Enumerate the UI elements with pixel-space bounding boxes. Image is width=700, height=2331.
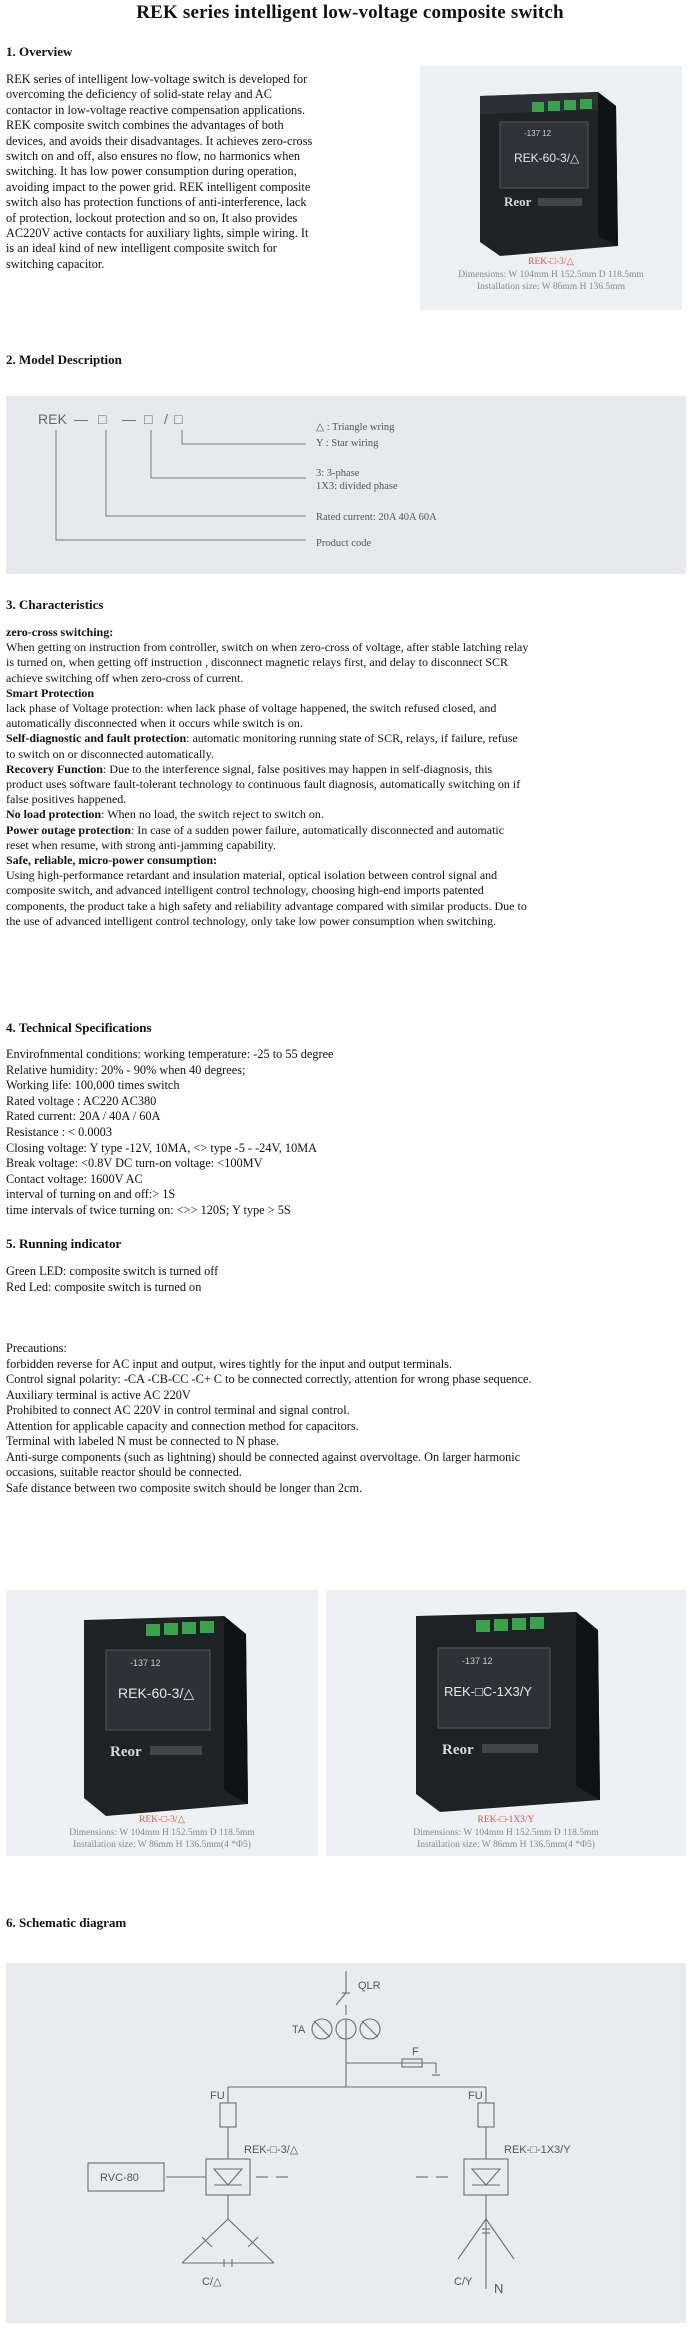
precautions-text bbox=[6, 1341, 696, 1496]
text-line: switching. It has low power consumption during operation, bbox=[6, 164, 297, 179]
text-line: REK series of intelligent low-voltage switch is developed for bbox=[6, 72, 308, 86]
characteristic-text: components, the product take a high safety and reliability advantage compared with similar products. Due to bbox=[6, 898, 527, 913]
characteristics-line bbox=[6, 853, 696, 868]
characteristic-text: to switch on or disconnected automatically. bbox=[6, 746, 214, 761]
text-line: REK composite switch combines the advantages of both bbox=[6, 118, 284, 133]
characteristics-line bbox=[6, 792, 696, 807]
text-line: interval of turning on and off:> 1S bbox=[6, 1187, 176, 1202]
characteristics-line bbox=[6, 899, 696, 914]
label-neutral: N bbox=[494, 2281, 504, 2296]
characteristic-text: reset when resume, with strong anti-jamming capability. bbox=[6, 837, 276, 852]
characteristics-line bbox=[6, 762, 696, 777]
product-1-model: REK-□-3/△ bbox=[139, 1815, 185, 1825]
text-line: Resistance : < 0.0003 bbox=[6, 1124, 112, 1139]
schematic-diagram bbox=[6, 1963, 686, 2323]
model-code-dash2: — bbox=[122, 411, 136, 427]
text-line: Attention for applicable capacity and connection method for capacitors. bbox=[6, 1418, 359, 1433]
overview-caption bbox=[420, 256, 682, 293]
text-line: switching capacitor. bbox=[6, 256, 105, 271]
label-f: F bbox=[412, 2046, 419, 2058]
label-fu-left: FU bbox=[210, 2090, 225, 2102]
svg-text:-137 12: -137 12 bbox=[462, 1656, 493, 1666]
text-line: switch also has protection functions of anti-interference, lack bbox=[6, 195, 307, 210]
characteristic-heading: Smart Protection bbox=[6, 685, 95, 700]
model-triangle-label: △ : Triangle wring bbox=[316, 422, 395, 433]
characteristic-text: automatically disconnected when it occurs while switch is on. bbox=[6, 716, 303, 731]
characteristic-heading: Self-diagnostic and fault protection bbox=[6, 731, 187, 746]
characteristics-line bbox=[6, 671, 696, 686]
product-2-caption bbox=[326, 1814, 686, 1851]
characteristics-line bbox=[6, 731, 696, 746]
characteristics-line bbox=[6, 655, 696, 670]
characteristic-text: is turned on, when getting off instruction , disconnect magnetic relays first, and delay to disconnect SCR bbox=[6, 655, 509, 670]
text-line: Green LED: composite switch is turned off bbox=[6, 1264, 219, 1278]
svg-text:-137 12: -137 12 bbox=[524, 129, 552, 138]
product-2-model: REK-□-1X3/Y bbox=[477, 1815, 535, 1825]
text-line: forbidden reverse for AC input and output, wires tightly for the input and output terminals. bbox=[6, 1356, 453, 1371]
indicator-text bbox=[6, 1264, 696, 1295]
model-code-rek: REK bbox=[38, 411, 67, 427]
text-line: Anti-surge components (such as lightning) should be connected against overvoltage. On larger harmonic bbox=[6, 1449, 521, 1464]
characteristics-line bbox=[6, 823, 696, 838]
caption-installation: Installation size: W 86mm H 136.5mm bbox=[477, 282, 625, 292]
characteristic-heading: No load protection bbox=[6, 807, 102, 822]
model-phase1-label: 3: 3-phase bbox=[316, 468, 360, 479]
section-heading-tech: 4. Technical Specifications bbox=[6, 1020, 152, 1035]
section-heading-overview: 1. Overview bbox=[6, 44, 73, 59]
model-star-label: Y : Star wiring bbox=[316, 438, 379, 449]
label-fu-right: FU bbox=[468, 2090, 483, 2102]
model-code-box1: □ bbox=[98, 411, 107, 427]
section-heading-characteristics: 3. Characteristics bbox=[6, 597, 104, 612]
characteristic-text: product uses software fault-tolerant technology to continuous fault diagnosis, automatically switching on if bbox=[6, 777, 521, 792]
model-code-box2: □ bbox=[144, 411, 153, 427]
product-1-caption bbox=[6, 1814, 318, 1851]
characteristics-line bbox=[6, 640, 696, 655]
characteristics-text bbox=[6, 625, 696, 929]
characteristic-text: : When no load, the switch reject to switch on. bbox=[101, 807, 324, 822]
characteristics-line bbox=[6, 838, 696, 853]
overview-text bbox=[6, 72, 416, 272]
text-line: Auxiliary terminal is active AC 220V bbox=[6, 1387, 191, 1402]
svg-text:-137 12: -137 12 bbox=[130, 1658, 161, 1668]
characteristics-line bbox=[6, 701, 696, 716]
text-line: overcoming the deficiency of solid-state relay and AC bbox=[6, 87, 273, 102]
characteristics-line bbox=[6, 625, 696, 640]
product-2-brand: Reor bbox=[442, 1742, 474, 1758]
characteristics-line bbox=[6, 716, 696, 731]
characteristics-line bbox=[6, 807, 696, 822]
label-rek-right: REK-□-1X3/Y bbox=[504, 2144, 571, 2156]
model-code-dash1: — bbox=[74, 411, 88, 427]
product-1-dimensions: Dimensions: W 104mm H 152.5mm D 118.5mm bbox=[69, 1828, 255, 1838]
caption-dimensions: Dimensions: W 104mm H 152.5mm D 118.5mm bbox=[458, 270, 644, 280]
characteristic-heading: zero-cross switching: bbox=[6, 625, 114, 639]
characteristic-text: Using high-performance retardant and insulation material, optical isolation between control signal and bbox=[6, 868, 498, 883]
product-1-label: REK-60-3/△ bbox=[118, 1685, 195, 1701]
caption-model: REK-□-3/△ bbox=[528, 257, 574, 267]
text-line: is an ideal kind of new intelligent composite switch for bbox=[6, 241, 277, 256]
text-line: AC220V active contacts for auxiliary lights, simple wiring. It bbox=[6, 226, 309, 241]
model-current-label: Rated current: 20A 40A 60A bbox=[316, 512, 437, 523]
label-rek-left: REK-□-3/△ bbox=[244, 2144, 299, 2156]
text-line: Control signal polarity: -CA -CB-CC -C+ C to be connected correctly, attention for wrong phase sequence. bbox=[6, 1372, 532, 1386]
text-line: contactor in low-voltage reactive compensation applications. bbox=[6, 102, 306, 117]
characteristic-heading: Recovery Function bbox=[6, 761, 103, 776]
product-1-brand: Reor bbox=[110, 1744, 142, 1760]
text-line: devices, and avoids their disadvantages. It achieves zero-cross bbox=[6, 133, 313, 148]
model-code-box3: □ bbox=[174, 411, 183, 427]
brand-logo: Reor bbox=[504, 194, 532, 209]
text-line: Rated voltage : AC220 AC380 bbox=[6, 1093, 157, 1108]
text-line: Prohibited to connect AC 220V in control terminal and signal control. bbox=[6, 1403, 350, 1417]
characteristic-heading: Power outage protection bbox=[6, 822, 131, 837]
product-2-dimensions: Dimensions: W 104mm H 152.5mm D 118.5mm bbox=[413, 1828, 599, 1838]
label-ta: TA bbox=[292, 2024, 306, 2036]
text-line: Break voltage: <0.8V DC turn-on voltage: <100MV bbox=[6, 1156, 263, 1171]
section-heading-indicator: 5. Running indicator bbox=[6, 1236, 122, 1251]
characteristics-line bbox=[6, 868, 696, 883]
text-line: Envirofnmental conditions: working temperature: -25 to 55 degree bbox=[6, 1047, 334, 1061]
label-c-star: C/Y bbox=[454, 2276, 473, 2288]
characteristic-text: the use of advanced intelligent control technology, only take low power consumption when switching. bbox=[6, 913, 497, 928]
text-line: Closing voltage: Y type -12V, 10MA, <> type -5 - -24V, 10MA bbox=[6, 1140, 318, 1155]
text-line: switch on and off, also ensures no flow, no harmonics when bbox=[6, 149, 301, 164]
characteristic-text: false positives happened. bbox=[6, 792, 127, 807]
schematic-figure bbox=[6, 1963, 686, 2323]
characteristics-line bbox=[6, 747, 696, 762]
characteristics-line bbox=[6, 777, 696, 792]
product-1-installation: Installation size: W 86mm H 136.5mm(4 *Φ5) bbox=[73, 1840, 251, 1850]
characteristic-text: : Due to the interference signal, false positives may happen in self-diagnosis, this bbox=[102, 761, 493, 776]
text-line: occasions, suitable reactor should be connected. bbox=[6, 1465, 242, 1479]
characteristic-text: achieve switching off when zero-cross of current. bbox=[6, 670, 244, 685]
text-line: Terminal with labeled N must be connected to N phase. bbox=[6, 1434, 280, 1448]
tech-specs-text bbox=[6, 1047, 696, 1219]
model-phase2-label: 1X3: divided phase bbox=[316, 481, 398, 492]
text-line: Red Led: composite switch is turned on bbox=[6, 1279, 202, 1294]
text-line: Relative humidity: 20% - 90% when 40 degrees; bbox=[6, 1062, 246, 1077]
section-heading-model: 2. Model Description bbox=[6, 352, 122, 367]
product-figure-1 bbox=[6, 1590, 318, 1856]
label-c-delta: C/△ bbox=[202, 2276, 222, 2288]
model-code-slash: / bbox=[164, 411, 168, 427]
text-line: Contact voltage: 1600V AC bbox=[6, 1171, 143, 1186]
text-line: avoiding impact to the power grid. REK intelligent composite bbox=[6, 179, 311, 194]
model-description-figure bbox=[6, 396, 686, 574]
characteristics-line bbox=[6, 914, 696, 929]
text-line: Precautions: bbox=[6, 1341, 67, 1355]
characteristic-text: lack phase of Voltage protection: when lack phase of voltage happened, the switch refused closed, and bbox=[6, 701, 497, 716]
label-rvc: RVC-80 bbox=[100, 2172, 139, 2184]
product-2-label: REK-□C-1X3/Y bbox=[444, 1684, 533, 1699]
text-line: Working life: 100,000 times switch bbox=[6, 1078, 180, 1093]
model-code-diagram bbox=[6, 396, 686, 574]
section-heading-schematic: 6. Schematic diagram bbox=[6, 1915, 127, 1930]
overview-figure bbox=[420, 66, 682, 310]
characteristics-line bbox=[6, 883, 696, 898]
device-label: REK-60-3/△ bbox=[514, 151, 580, 165]
characteristic-heading: Safe, reliable, micro-power consumption: bbox=[6, 853, 217, 868]
page-title: REK series intelligent low-voltage composite switch bbox=[136, 2, 564, 23]
text-line: time intervals of twice turning on: <>> 120S; Y type > 5S bbox=[6, 1202, 291, 1217]
model-product-label: Product code bbox=[316, 538, 372, 549]
characteristic-text: composite switch, and advanced intelligent control technology, choosing high-end imports patented bbox=[6, 883, 484, 898]
product-2-installation: Installation size: W 86mm H 136.5mm(4 *Φ5) bbox=[417, 1840, 595, 1850]
product-figure-2 bbox=[326, 1590, 686, 1856]
characteristic-text: : automatic monitoring running state of SCR, relays, if failure, refuse bbox=[186, 731, 518, 746]
characteristic-text: When getting on instruction from controller, switch on when zero-cross of voltage, after stable latching relay bbox=[6, 640, 529, 655]
text-line: Rated current: 20A / 40A / 60A bbox=[6, 1109, 161, 1124]
text-line: Safe distance between two composite switch should be longer than 2cm. bbox=[6, 1480, 363, 1495]
characteristic-text: : In case of a sudden power failure, automatically disconnected and automatic bbox=[130, 822, 505, 837]
text-line: of protection, lockout protection and so on, It also provides bbox=[6, 210, 298, 225]
characteristics-line bbox=[6, 686, 696, 701]
label-qlr: QLR bbox=[358, 1980, 381, 1992]
